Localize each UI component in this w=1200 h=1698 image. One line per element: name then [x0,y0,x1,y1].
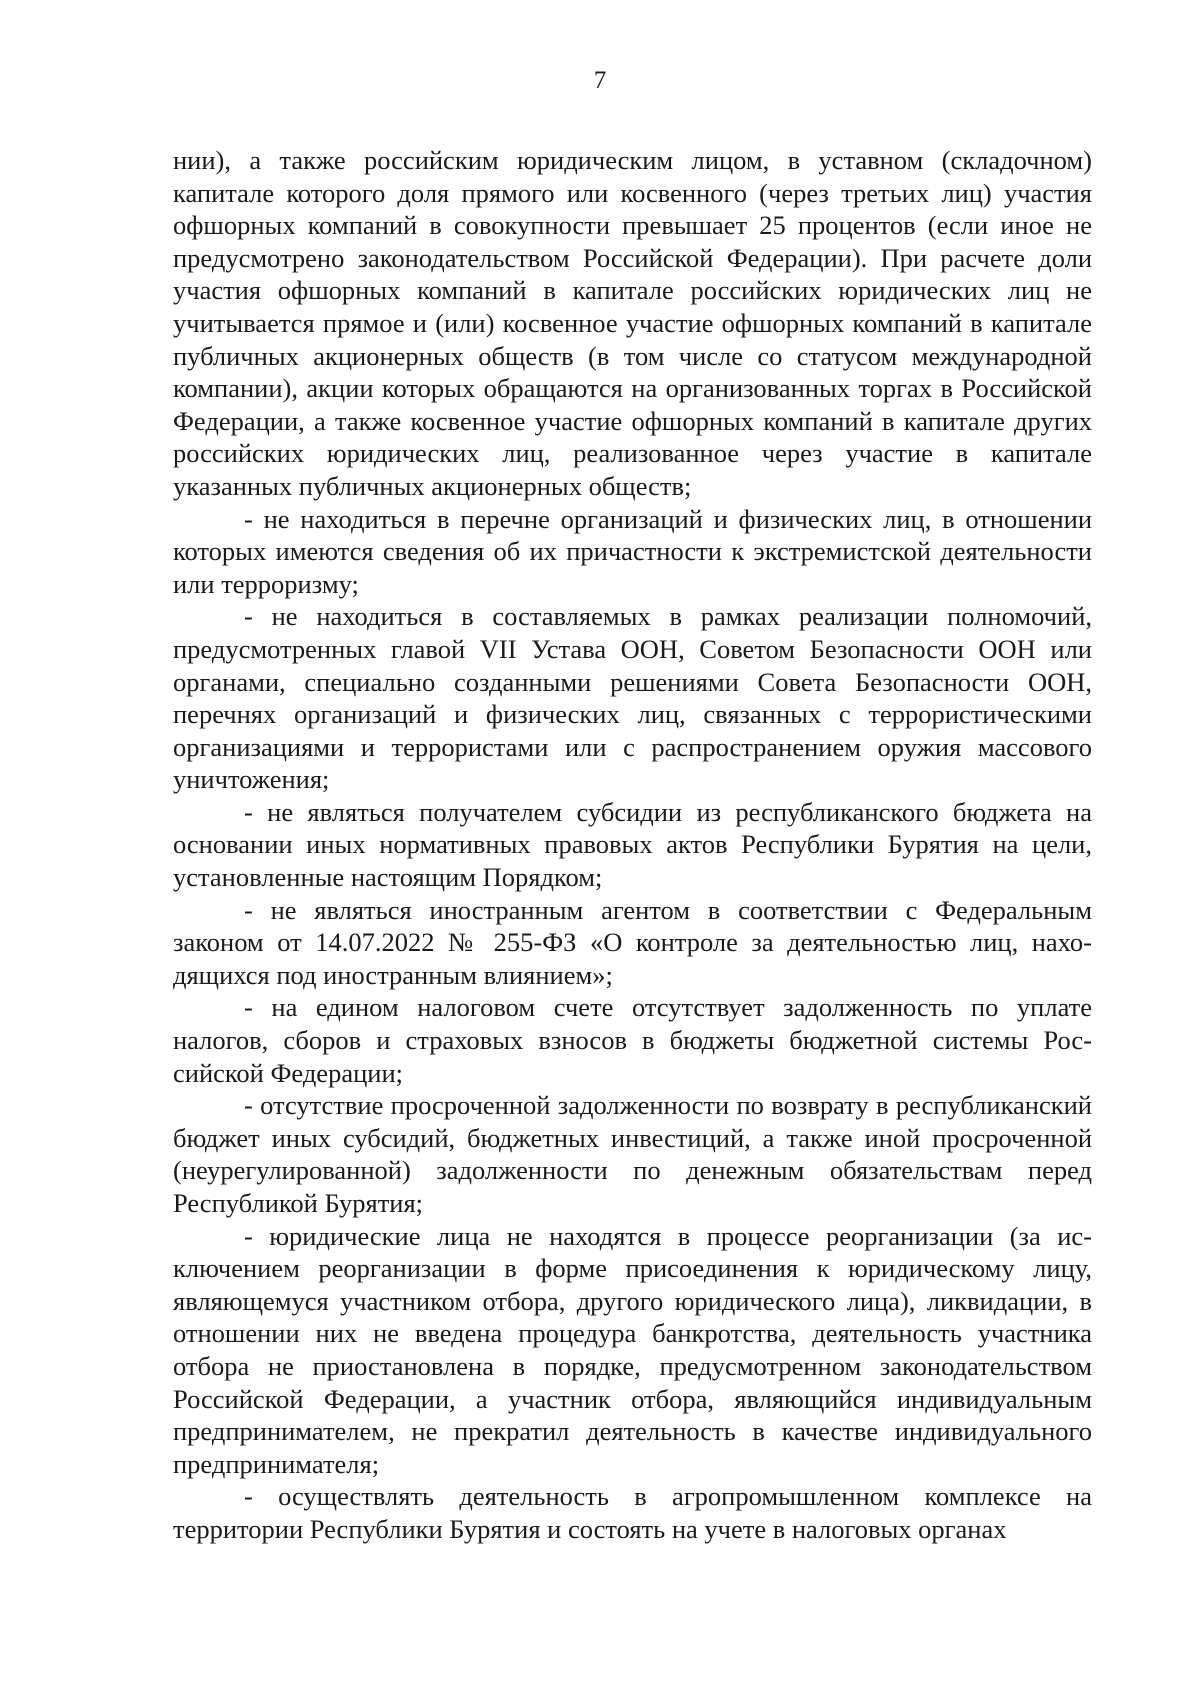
paragraph-un-lists: - не находиться в составляемых в рамках реализации полномочий, предусмотренных главой VII Устава ООН, Советом Безопасности ООН или органами, специально созданными решениями Совета Безопасности ООН, перечнях организаций и физических лиц, связанных с террористическими организациями и террористами или с распространением оружия массового уничтожения; [173,601,1092,795]
page-number: 7 [593,67,607,94]
paragraph-reorganization: - юридические лица не находятся в процессе реорганизации (за исключением реорганизации в форме присоединения к юридическому лицу, являющемуся участником отбора, другого юридического лица), ликвидации, в отношении них не введена процедура банкротства, деятельность участника отбора не приостановлена в порядке, предусмотренном законодательством Российской Федерации, а участник отбора, являющийся индивидуальным предпринимателем, не прекратил деятельность в качестве индивидуального предпринимателя; [173,1220,1092,1479]
paragraph-continuation: нии), а также российским юридическим лицом, в уставном (складочном) капитале которого доля прямого или косвенного (через третьих лиц) участия офшорных компаний в совокупности превышает 25 процентов (если иное не предусмотрено законодательством Российской Федерации). При расчете доли участия офшорных компаний в капитале российских юридических лиц не учитывается прямое и (или) косвенное участие офшорных компаний в капитале публичных акционерных обществ (в том числе со статусом международной компании), акции которых обращаются на организованных торгах в Российской Федерации, а также косвенное участие офшорных компаний в капитале других российских юридических лиц, реализованное через участие в капитале указанных публичных акционерных обществ; [173,145,1092,501]
paragraph-foreign-agent: - не являться иностранным агентом в соответствии с Федеральным законом от 14.07.2022 № 255-ФЗ «О контроле за деятельностью лиц, находящихся под иностранным влиянием»; [173,894,1092,990]
paragraph-subsidy-recipient: - не являться получателем субсидии из республиканского бюджета на основании иных нормативных правовых актов Республики Бурятия на цели, установленные настоящим Порядком; [173,796,1092,893]
paragraph-extremism-list: - не находиться в перечне организаций и физических лиц, в отношении которых имеются сведения об их причастности к экстремистской деятельности или терроризму; [173,503,1092,599]
paragraph-overdue-debt: - отсутствие просроченной задолженности по возврату в республиканский бюджет иных субсидий, бюджетных инвестиций, а также иной просроченной (неурегулированной) задолженности по денежным обязательствам перед Республикой Бурятия; [173,1090,1092,1218]
document-body [173,144,1092,1546]
paragraph-agro-activity: - осуществлять деятельность в агропромышленном комплексе на территории Республики Бурятия и состоять на учете в налоговых органах [173,1481,1092,1544]
paragraph-tax-debt: - на едином налоговом счете отсутствует задолженность по уплате налогов, сборов и страховых взносов в бюджеты бюджетной системы Российской Федерации; [173,992,1092,1088]
